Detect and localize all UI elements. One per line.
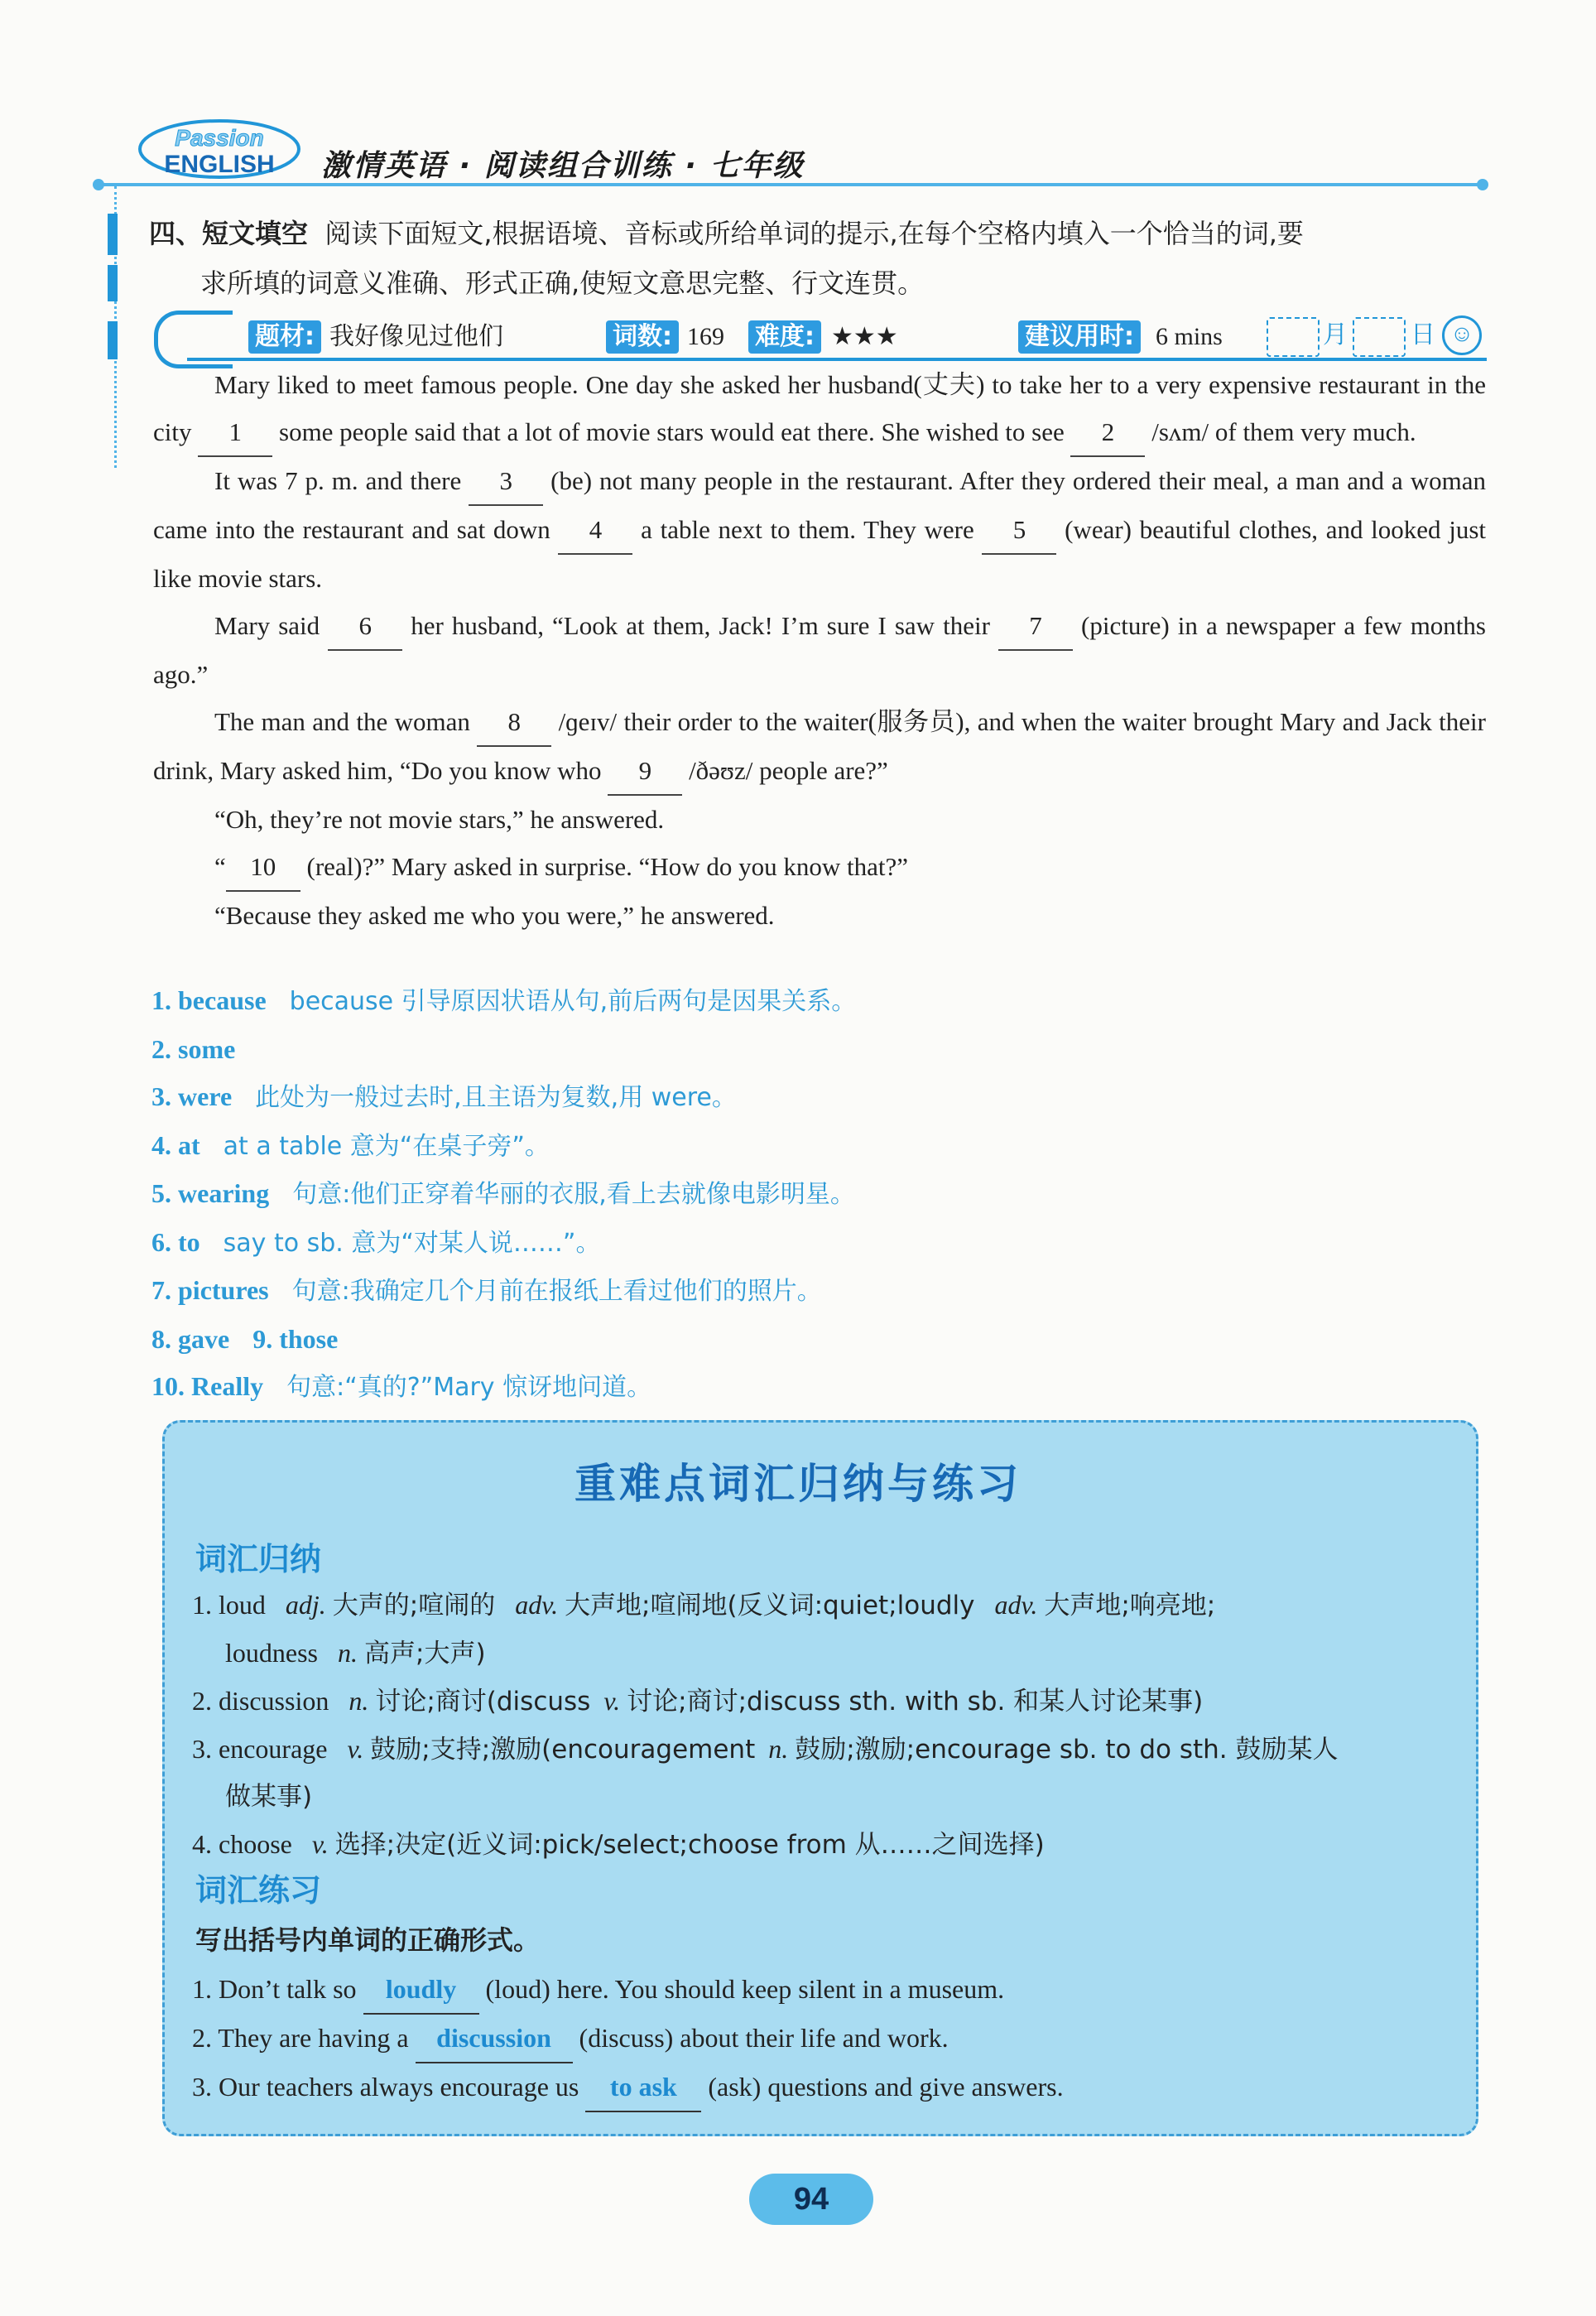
month-box[interactable] (1267, 317, 1320, 357)
passage (153, 361, 1486, 939)
answer-line: 7. pictures 句意:我确定几个月前在报纸上看过他们的照片。 (151, 1275, 822, 1306)
answer-line: 2. some (151, 1033, 236, 1064)
words-value: 169 (687, 323, 724, 350)
vocab-item: 1. loud adj. 大声的;喧闹的 adv. 大声地;喧闹地(反义词:quiet;loudly adv. 大声地;响亮地; loudness n. 高声;大声) (192, 1590, 1216, 1668)
exercise-answer-1[interactable]: loudly (363, 1966, 479, 2015)
passage-paragraph: “ 10 (real)?” Mary asked in surprise. “How do you know that?” (153, 843, 1486, 892)
topic-value: 我好像见过他们 (329, 322, 503, 351)
vocab-title: 重难点词汇归纳与练习 (574, 1460, 1022, 1508)
exercise-item: 2. They are having a discussion (discuss) about their life and work. (192, 2015, 1467, 2063)
smiley-icon: ☺ (1442, 315, 1482, 355)
blank-2[interactable]: 2 (1070, 408, 1145, 457)
blank-1[interactable]: 1 (198, 408, 272, 457)
exercise-item: 3. Our teachers always encourage us to ask (ask) questions and give answers. (192, 2063, 1467, 2112)
answer-line: 3. were 此处为一般过去时,且主语为复数,用 were。 (151, 1081, 737, 1112)
rail-bar (108, 321, 118, 359)
month-label: 月 (1323, 320, 1348, 349)
blank-3[interactable]: 3 (469, 457, 543, 506)
difficulty-tag: 难度: (748, 320, 821, 354)
answer-line: 6. to say to sb. 意为“对某人说……”。 (151, 1226, 601, 1258)
blank-10[interactable]: 10 (226, 843, 300, 892)
passage-paragraph: Mary liked to meet famous people. One day she asked her husband(丈夫) to take her to a very expensive restaurant in the city 1 some people said that a lot of movie stars would eat there. She wished to see 2 /sʌm/ of them very much. (153, 361, 1486, 457)
info-bar (154, 311, 1487, 364)
answer-line: 1. because because 引导原因状语从句,前后两句是因果关系。 (151, 985, 857, 1016)
header-dot-left (93, 179, 104, 190)
blank-8[interactable]: 8 (477, 698, 551, 747)
section-label: 四、短文填空 (149, 218, 309, 249)
day-label: 日 (1411, 320, 1435, 349)
vocab-exercises (192, 1966, 1467, 2112)
answer-line: 4. at at a table 意为“在桌子旁”。 (151, 1129, 550, 1161)
section-heading (149, 209, 1490, 308)
blank-7[interactable]: 7 (998, 602, 1073, 651)
page-number: 94 (749, 2174, 873, 2225)
blank-9[interactable]: 9 (608, 747, 682, 796)
section-instructions-2: 求所填的词意义准确、形式正确,使短文意思完整、行文连贯。 (200, 267, 925, 299)
answer-line: 10. Really 句意:“真的?”Mary 惊讶地问道。 (151, 1371, 652, 1402)
section-instructions: 阅读下面短文,根据语境、音标或所给单词的提示,在每个空格内填入一个恰当的词,要 (324, 218, 1304, 249)
day-box[interactable] (1353, 317, 1406, 357)
vocab-item: 2. discussion n. 讨论;商讨(discuss v. 讨论;商讨;discuss sth. with sb. 和某人讨论某事) (192, 1686, 1204, 1717)
blank-5[interactable]: 5 (982, 506, 1056, 555)
words-tag: 词数: (606, 320, 679, 354)
topic-tag: 题材: (248, 320, 321, 354)
vocab-practice-heading: 词汇练习 (195, 1872, 322, 1909)
vocab-summary-heading: 词汇归纳 (195, 1541, 322, 1577)
difficulty-stars: ★★★ (831, 322, 898, 351)
rail-bar (108, 265, 118, 301)
header-divider (99, 183, 1482, 186)
exercise-answer-3[interactable]: to ask (585, 2063, 701, 2112)
vocab-summary-list (192, 1582, 1467, 1869)
time-value: 6 mins (1156, 323, 1223, 350)
blank-4[interactable]: 4 (558, 506, 632, 555)
passage-paragraph: It was 7 p. m. and there 3 (be) not many people in the restaurant. After they ordered their meal, a man and a woman came into the restaurant and sat down 4 a table next to them. They were 5 (wear) beautiful clothes, and looked just like movie stars. (153, 457, 1486, 602)
vocab-item: 3. encourage v. 鼓励;支持;激励(encouragement n. 鼓励;激励;encourage sb. to do sth. 鼓励某人 做某事) (192, 1734, 1339, 1812)
passage-paragraph: Mary said 6 her husband, “Look at them, Jack! I’m sure I saw their 7 (picture) in a newspaper a few months ago.” (153, 602, 1486, 698)
svg-text:Passion: Passion (175, 125, 264, 151)
header-dot-right (1477, 179, 1488, 190)
exercise-answer-2[interactable]: discussion (416, 2015, 573, 2063)
passion-english-logo (137, 116, 302, 182)
header-title: 激情英语 · 阅读组合训练 · 七年级 (321, 149, 805, 183)
svg-text:ENGLISH: ENGLISH (164, 151, 275, 178)
passage-paragraph: The man and the woman 8 /ɡeɪv/ their order to the waiter(服务员), and when the waiter brought Mary and Jack their drink, Mary asked him, “Do you know who 9 /ðəʊz/ people are?” (153, 698, 1486, 796)
answer-line: 5. wearing 句意:他们正穿着华丽的衣服,看上去就像电影明星。 (151, 1178, 855, 1209)
vocab-practice-instruction: 写出括号内单词的正确形式。 (195, 1924, 541, 1956)
blank-6[interactable]: 6 (328, 602, 402, 651)
vocab-item: 4. choose v. 选择;决定(近义词:pick/select;choose from 从……之间选择) (192, 1829, 1045, 1860)
time-tag: 建议用时: (1018, 320, 1141, 354)
passage-paragraph: “Oh, they’re not movie stars,” he answered. (214, 805, 665, 834)
rail-bar (108, 214, 118, 255)
answer-line: 8. gave 9. those (151, 1323, 339, 1354)
passage-paragraph: “Because they asked me who you were,” he answered. (214, 901, 775, 930)
exercise-item: 1. Don’t talk so loudly (loud) here. You should keep silent in a museum. (192, 1966, 1467, 2015)
answer-key (151, 977, 1484, 1412)
